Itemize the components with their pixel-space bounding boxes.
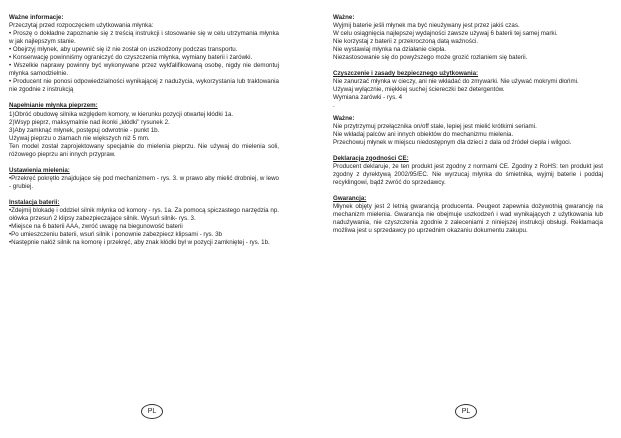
step-item: 3)Aby zamknąć młynek, postępuj odwrotnie - punkt 1b. <box>9 126 160 134</box>
paragraph: . <box>333 102 335 110</box>
filling-section <box>9 102 279 158</box>
grind-settings-section <box>9 167 279 191</box>
important-heading: Ważne: <box>333 14 355 21</box>
paragraph: Producent deklaruje, że ten produkt jest zgodny z normami CE. Zgodny z RoHS: ten produkt jest zgodny z dyrektywą 2002/95/EC. Nie wyrzucaj młynka do śmietnika, wyjmij baterie i poddaj recyklingowi, bądź zwróć do sprzedawcy. <box>333 162 603 186</box>
important-2-section <box>333 115 603 147</box>
paragraph: Nie zanurzać młynka w cieczy, ani nie wkładać do zmywarki. Nie używać mokrymi dłońmi. <box>333 78 579 86</box>
bullet-item: •Zdejmij blokadę i oddziel silnik młynka od komory - rys. 1a. Za pomocą spiczastego narzędzia np. ołówka przesuń 2 klipsy zabezpieczające silnik. Wysuń silnik- rys. 3. <box>9 206 279 223</box>
warranty-heading: Gwarancja: <box>333 194 367 202</box>
ce-declaration-section <box>333 155 603 187</box>
battery-heading: Instalacja baterii: <box>9 198 60 206</box>
ce-declaration-heading: Deklaracja zgodności CE: <box>333 154 409 162</box>
important-info-section <box>9 14 279 94</box>
paragraph: Używaj pieprzu o ziarnach nie większych niż 5 mm. <box>9 134 150 142</box>
paragraph: Niezastosowanie się do powyższego może grozić rozlaniem się baterii. <box>333 54 528 62</box>
important-2-heading: Ważne: <box>333 114 355 122</box>
bullet-item: • Producent nie ponosi odpowiedzialności wynikającej z nadużycia, wykorzystania lub traktowania nie zgodnie z instrukcją <box>9 78 279 94</box>
bullet-item: •Przekręć pokrętło znajdujące się pod mechanizmem - rys. 3. w prawo aby mielić drobniej, w lewo - grubiej. <box>9 174 279 190</box>
right-page <box>333 14 603 243</box>
left-page <box>9 14 279 255</box>
cleaning-section <box>333 70 603 110</box>
paragraph: Ten model został zaprojektowany specjalnie do mielenia pieprzu. Nie używaj do mielenia soli, różowego pieprzu ani innych przypraw. <box>9 142 279 158</box>
paragraph: Nie wkładaj palców ani innych obiektów do mechanizmu mielenia. <box>333 130 514 138</box>
filling-heading: Napełnianie młynka pieprzem: <box>9 102 98 110</box>
bullet-item: • Wszelkie naprawy powinny być wykonywane przez wykfalifikowaną osobę, nigdy nie demontuj młynka samodzielnie. <box>9 62 279 78</box>
battery-section <box>9 199 279 247</box>
warranty-section <box>333 195 603 235</box>
language-badge-right: PL <box>455 404 477 419</box>
grind-settings-heading: Ustawienia mielenia: <box>9 166 70 174</box>
important-info-heading: Ważne informacje: <box>9 14 64 21</box>
paragraph: Młynek objęty jest 2 letnią gwarancją producenta. Peugeot zapewnia dożywotnią gwarancję na mechanizm mielenia. Gwarancja nie obejmuje uszkodzeń i wad wynikających z użytkowania lub nadużywania, nie czyszczenia zgodnie z zaleceniami z niniejszej instrukcji obsługi. Reklamacja możliwa jest u sprzedawcy po uprzednim okazaniu dokumentu zakupu. <box>333 202 603 235</box>
important-section <box>333 14 603 62</box>
bullet-item: •Po umieszczeniu baterii, wsuń silnik i ponownie zabezpiecz klipsami - rys. 3b <box>9 231 222 239</box>
paragraph: Przechowuj młynek w miejscu niedostępnym dla dzieci z dala od źródeł ciepła i wilgoci. <box>333 138 572 146</box>
paragraph: Nie przytrzymuj przełącznika on/off stale, lepiej jest mielić krótkimi seriami. <box>333 122 537 130</box>
paragraph: Wyjmij baterie jeśli młynek ma być nieużywany jest przez jakiś czas. <box>333 22 520 30</box>
bullet-item: •Następnie nałóż silnik na komorę i przekręć, aby znak kłódki był w pozycji zamkniętej - rys. 1b. <box>9 239 270 247</box>
step-item: 1)Obróć obudowę silnika względem komory, w kierunku pozycji otwartej kłódki 1a. <box>9 110 234 118</box>
paragraph: Używaj wyłącznie, miękkiej suchej ściereczki bez detergentów. <box>333 86 505 94</box>
bullet-item: • Konserwację powinniśmy ograniczyć do czyszczenia młynka, wymiany baterii i żarówki. <box>9 54 253 62</box>
paragraph: Wymiana żarówki - rys. 4 <box>333 94 403 102</box>
language-badge-left: PL <box>141 404 163 419</box>
paragraph: Przeczytaj przed rozpoczęciem użytkowania młynka: <box>9 22 154 30</box>
bullet-item: • Obejrzyj młynek, aby upewnić się iż nie został on uszkodzony podczas transportu. <box>9 46 238 54</box>
cleaning-heading: Czyszczenie i zasady bezpiecznego użytkowania: <box>333 70 479 78</box>
paragraph: W celu osiągnięcia najlepszej wydajności zawsze używaj 6 baterii tej samej marki. <box>333 30 558 38</box>
paragraph: Nie wystawiaj młynka na działanie ciepła. <box>333 46 447 54</box>
paragraph: Nie korzystaj z baterii z przekroczoną datą ważności. <box>333 38 479 46</box>
bullet-item: • Proszę o dokładne zapoznanie się z treścią instrukcji i stosowanie się w celu utrzymania młynka w jak najlepszym stanie. <box>9 30 279 46</box>
bullet-item: •Miejsce na 6 baterii AAA, zwróć uwagę na biegunowość baterii <box>9 223 183 231</box>
step-item: 2)Wsyp pieprz, maksymalnie nad ikonki „kłódki" rysunek 2. <box>9 118 170 126</box>
